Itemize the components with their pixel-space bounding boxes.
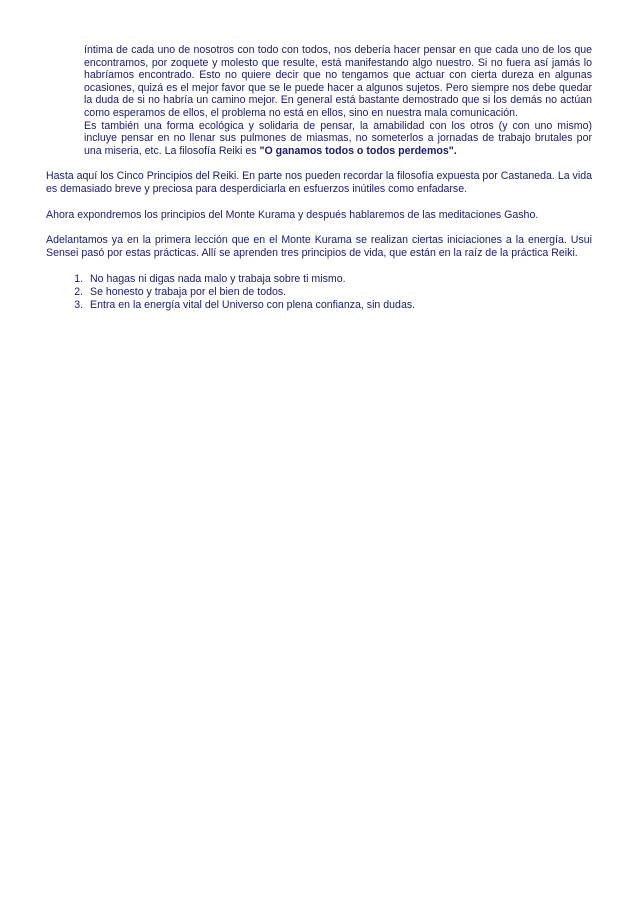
principles-list xyxy=(46,273,592,311)
list-item: 2. Se honesto y trabaja por el bien de todos. xyxy=(86,286,592,299)
list-item: 1. No hagas ni digas nada malo y trabaja sobre ti mismo. xyxy=(86,273,592,286)
paragraph-monte-kurama: Ahora expondremos los principios del Monte Kurama y después hablaremos de las meditaciones Gasho. xyxy=(46,208,539,221)
paragraph-iniciaciones: Adelantamos ya en la primera lección que en el Monte Kurama se realizan ciertas iniciaciones a la energía. Usui Sensei pasó por estas prácticas. Allí se aprenden tres principios de vida, que están en la raíz de la práctica Reiki. xyxy=(46,234,592,259)
indented-paragraph-2 xyxy=(84,120,592,158)
paragraph-cinco-principios: Hasta aquí los Cinco Principios del Reiki. En parte nos pueden recordar la filosofía expuesta por Castaneda. La vida es demasiado breve y preciosa para desperdiciarla en esfuerzos inútiles como enfadarse. xyxy=(46,170,592,195)
indented-block xyxy=(84,44,592,157)
reiki-philosophy-quote: "O ganamos todos o todos perdemos". xyxy=(259,144,457,157)
indented-paragraph-1: íntima de cada uno de nosotros con todo con todos, nos debería hacer pensar en que cada uno de los que encontramos, por zoquete y molesto que resulte, está manifestando algo nuestro. Si no fuera así jamás lo habríamos encontrado. Esto no quiere decir que no tengamos que actuar con cierta dureza en algunas ocasiones, quizá es el mejor favor que se le puede hacer a algunos sujetos. Pero siempre nos debe quedar la duda de si no habría un camino mejor. En general está bastante demostrado que si los demás no actúan como esperamos de ellos, el problema no está en ellos, sino en nuestra mala comunicación. xyxy=(84,44,592,119)
list-item: 3. Entra en la energía vital del Universo con plena confianza, sin dudas. xyxy=(86,299,592,312)
indented-paragraph-2-text: Es también una forma ecológica y solidaria de pensar, la amabilidad con los otros (y con uno mismo) incluye pensar en no llenar sus pulmones de miasmas, no someterlos a jornadas de trabajo brutales por una miseria, etc. La filosofía Reiki es xyxy=(84,119,592,157)
